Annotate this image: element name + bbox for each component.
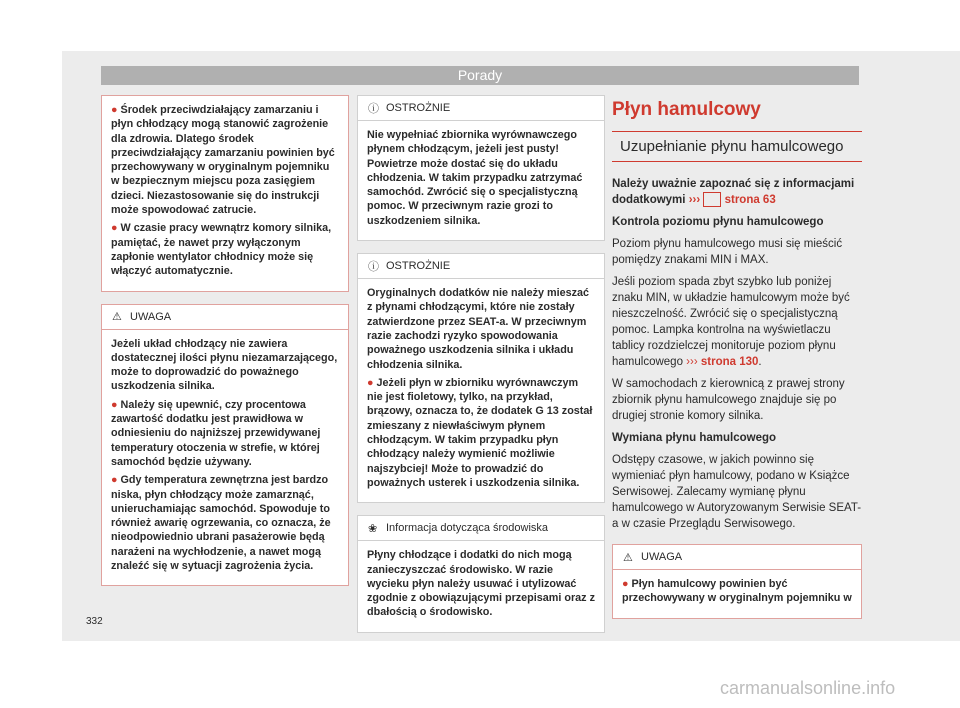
leaf-icon: ❀ [368,522,378,535]
column-middle [357,95,605,643]
warning-icon: ⚠ [623,551,633,564]
info-icon: ⓘ [368,103,379,115]
environment-box [357,515,605,632]
box-title: OSTROŻNIE [386,102,451,114]
bullet-text: Płyn hamulcowy powinien być przechowywany w oryginalnym pojemniku w [622,578,852,605]
section-title: Płyn hamulcowy [612,99,761,120]
box-title: UWAGA [130,310,172,323]
section-subtitle: Uzupełnianie płynu hamulcowego [612,131,862,162]
book-icon [703,192,721,207]
page-number: 332 [86,616,103,627]
paragraph: W samochodach z kierownicą z prawej strony zbiornik płynu hamulcowego znajduje się po drugiej stronie komory silnika. [612,378,845,422]
box-intro: Oryginalnych dodatków nie należy mieszać z płynami chłodzącymi, które nie zostały zatwierdzone przez SEAT-a. W przeciwnym razie zachodzi ryzyko spowodowania poważnego uszkodzenia silnika i układu chłodzenia silnika. [367,287,590,371]
bullet-text: Środek przeciwdziałający zamarzaniu i płyn chłodzący mogą stanowić zagrożenie dla zdrowia. Dlatego środek przeciwdziałający zamarzaniu powinien być przechowywany w oryginalnym pojemniku w bezpiecznym miejscu poza zasięgiem dzieci. Niezastosowanie się do instrukcji może spowodować zatrucie. [111,104,335,217]
bullet-text: W czasie pracy wewnątrz komory silnika, pamiętać, że nawet przy wyłączonym zapłonie wentylator chłodnicy może się włączyć automatycznie. [111,222,332,278]
watermark: carmanualsonline.info [720,678,896,698]
paragraph: Jeśli poziom spada zbyt szybko lub poniżej znaku MIN, w układzie hamulcowym może być nieszczelność. Zwrócić się o specjalistyczną pomoc. Lampka kontrolna na wyświetlaczu tablicy rozdzielczej monitoruje poziom płynu hamulcowego [612,276,850,368]
page-ref-link[interactable]: strona 130 [700,356,759,368]
warning-box-uwaga: ⚠ UWAGA Jeżeli układ chłodzący nie zawiera dostatecznej ilości płynu niezamarzającego, może to doprowadzić do poważnego uszkodzenia silnika. ● Należy się upewnić, czy procentowa zawartość dodatku jest prawidłowa w odniesieniu do najniższej przewidywanej temperatury otoczenia w strefie, w której samochód będzie używany. ● Gdy temperatura zewnętrzna jest bardzo niska, płyn chłodzący może zamarznąć, unieruchamiając samochód. Spowoduje to również awarię ogrzewania, co oznacza, że nieodpowiednio ubrani pasażerowie będą narażeni na wychłodzenie, a nawet mogą znaleźć się w sytuacji zagrożenia życia. [101,304,349,587]
info-icon: ⓘ [368,261,379,274]
subheading: Kontrola poziomu płynu hamulcowego [612,216,824,228]
intro-text: Należy uważnie zapoznać się z informacjami dodatkowymi [612,178,855,206]
bullet-text: Jeżeli płyn w zbiorniku wyrównawczym nie jest fioletowy, tylko, na przykład, brązowy, oznacza to, że dodatek G 13 został zmieszany z niewłaściwym płynem chłodzącym. W takim przypadku płyn chłodzący należy wymienić możliwie najszybciej! Może to prowadzić do poważnych usterek i uszkodzenia silnika. [367,376,593,489]
caution-box: ⓘ OSTROŻNIE Oryginalnych dodatków nie należy mieszać z płynami chłodzącymi, które nie zostały zatwierdzone przez SEAT-a. W przeciwnym razie zachodzi ryzyko spowodowania poważnego uszkodzenia silnika i układu chłodzenia silnika. ● Jeżeli płyn w zbiorniku wyrównawczym nie jest fioletowy, tylko, na przykład, brązowy, oznacza to, że dodatek G 13 został zmieszany z niewłaściwym płynem chłodzącym. W takim przypadku płyn chłodzący należy wymienić możliwie najszybciej! Może to prowadzić do poważnych usterek i uszkodzenia silnika. [357,253,605,503]
warning-icon: ⚠ [112,311,122,324]
box-text: Nie wypełniać zbiornika wyrównawczego płynem chłodzącym, jeżeli jest pusty! Powietrze może dostać się do układu chłodzenia. W takim przypadku zatrzymać samochód. Zwrócić się o specjalistyczną pomoc. W przeciwnym razie grozi to uszkodzeniem silnika. [367,129,583,227]
box-title: Informacja dotycząca środowiska [386,522,549,535]
warning-box-uwaga: ⚠ UWAGA ● Płyn hamulcowy powinien być przechowywany w oryginalnym pojemniku w [612,544,862,619]
box-intro: Jeżeli układ chłodzący nie zawiera dostatecznej ilości płynu niezamarzającego, może to doprowadzić do poważnego uszkodzenia silnika. [111,337,338,393]
page-ref-link[interactable]: strona 63 [724,194,776,206]
page-header: Porady [101,66,859,85]
box-text: Płyny chłodzące i dodatki do nich mogą zanieczyszczać środowisko. W razie wycieku płyn należy usuwać i utylizować zgodnie z obowiązującymi przepisami oraz z dbałością o środowisko. [367,549,595,619]
column-left [101,95,349,596]
paragraph: Odstępy czasowe, w jakich powinno się wymieniać płyn hamulcowy, podano w Książce Serwisowej. Zalecamy wymianę płynu hamulcowego w Autoryzowanym Serwisie SEAT-a w czasie Przeglądu Serwisowego. [612,454,862,530]
box-title: OSTROŻNIE [386,260,451,273]
warning-box: ● Środek przeciwdziałający zamarzaniu i płyn chłodzący mogą stanowić zagrożenie dla zdrowia. Dlatego środek przeciwdziałający zamarzaniu powinien być przechowywany w oryginalnym pojemniku w bezpiecznym miejscu poza zasięgiem dzieci. Niezastosowanie się do instrukcji może spowodować zatrucie. ● W czasie pracy wewnątrz komory silnika, pamiętać, że nawet przy wyłączonym zapłonie wentylator chłodnicy może się włączyć automatycznie. [101,95,349,292]
bullet-text: Gdy temperatura zewnętrzna jest bardzo niska, płyn chłodzący może zamarznąć, unieruchamiając samochód. Spowoduje to również awarię ogrzewania, co oznacza, że nieodpowiednio ubrani pasażerowie będą narażeni na wychłodzenie, a nawet mogą znaleźć się w sytuacji zagrożenia życia. [111,474,331,573]
bullet-text: Należy się upewnić, czy procentowa zawartość dodatku jest prawidłowa w odniesieniu do najniższej przewidywanej temperatury otoczenia w strefie, w której samochód będzie używany. [111,398,321,468]
caution-box [357,95,605,241]
paragraph: Poziom płynu hamulcowego musi się mieścić pomiędzy znakami MIN i MAX. [612,238,843,266]
box-title: UWAGA [641,551,683,563]
column-right: Płyn hamulcowy Uzupełnianie płynu hamulcowego Należy uważnie zapoznać się z informacjami dodatkowymi ››› strona 63 Kontrola poziomu płynu hamulcowego Poziom płynu hamulcowego musi się mieścić pomiędzy znakami MIN i MAX. Jeśli poziom spada zbyt szybko lub poniżej znaku MIN, w układzie hamulcowym może być nieszczelność. Zwrócić się o specjalistyczną pomoc. Lampka kontrolna na wyświetlaczu tablicy rozdzielczej monitoruje poziom płynu hamulcowego ››› strona 130. W samochodach z kierownicą z prawej strony zbiornik płynu hamulcowego znajduje się po drugiej stronie komory silnika. Wymiana płynu hamulcowego Odstępy czasowe, w jakich powinno się wymieniać płyn hamulcowy, podano w Książce Serwisowej. Zalecamy wymianę płynu hamulcowego w Autoryzowanym Serwisie SEAT-a w czasie Przeglądu Serwisowego. ⚠ UWAGA ● Płyn hamulcowy powinien być przechowywany w oryginalnym pojemniku w [612,95,862,629]
subheading: Wymiana płynu hamulcowego [612,432,777,444]
